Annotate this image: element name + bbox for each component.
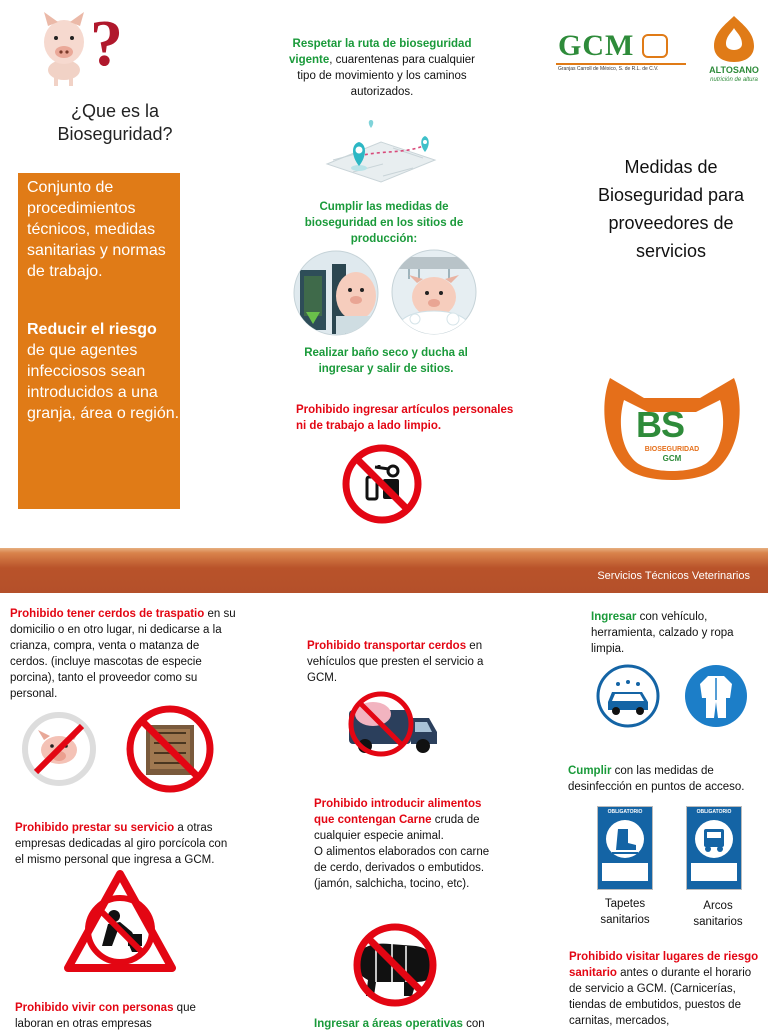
clean-entry-rest: con vehículo, herramienta, calzado y ropa limpia. [591,611,734,655]
altosano-tagline: nutrición de altura [710,77,758,83]
production-sites-rule [296,199,472,247]
other-companies-rule [15,820,235,868]
backyard-pigs-red: Prohibido tener cerdos de traspatio [10,608,205,620]
section-band [0,548,768,593]
pig-transport-red: Prohibido transportar cerdos [307,640,467,652]
bioseguridad-badge [598,372,746,488]
production-sites-green: Cumplir las medidas de bioseguridad en los sitios de producción: [304,201,464,245]
no-pig-van-icon [343,688,441,758]
label-tapetes: Tapetes sanitarios [600,898,650,926]
cohabitation-red: Prohibido vivir con personas [15,1002,174,1014]
pig-transport-rule [307,638,507,686]
truck-arch-icon [687,817,741,861]
brochure-title: Medidas de Bioseguridad para proveedores de servicios [597,157,745,261]
badge-word: BIOSEGURIDAD [644,446,700,453]
footbath-sign-header: OBLIGATORIO [607,809,643,815]
backyard-pigs-rest: en su domicilio o en otro lugar, ni dedicarse a la crianza, compra, venta o matanza de cerdos. (incluye mascotas de especie porcina), tanto el proveedor como su personal. [10,608,236,700]
label-arcos: Arcos sanitarios [693,900,743,928]
gcm-logo-text: GCM [558,29,635,62]
clean-entry-green: Ingresar [591,611,637,623]
no-pigs-icon [20,710,98,788]
risk-places-rest: antes o durante el horario de servicio a GCM. (Carnicerías, tiendas de embutidos, puestos de carnitas, mercados, [569,967,752,1027]
arch-sign-header: OBLIGATORIO [696,809,732,815]
gcm-logo [556,30,690,74]
no-work-warning-icon [62,868,178,976]
meat-food-rule [314,796,494,892]
operative-areas-rest: con [462,1018,485,1030]
definition-box [18,173,180,509]
pig-transport-rest: en vehículos que presten el servicio a GCM. [307,640,484,684]
disinfection-rule [568,763,764,795]
arch-sign [686,806,742,890]
other-companies-rest: a otras empresas dedicadas al giro porcícola con el mismo personal que ingresa a GCM. [15,822,228,866]
route-rule-green: Respetar la ruta de bioseguridad vigente [288,38,472,66]
badge-bs-letters: BS [636,404,685,445]
cohabitation-rule [15,1000,235,1032]
risk-places-red: Prohibido visitar lugares de riesgo sanitario [569,951,759,979]
goal-text [27,319,180,424]
change-clothes-illustration [292,250,380,336]
personal-items-rule [296,402,522,434]
boot-icon [598,817,652,861]
meat-food-extra: O alimentos elaborados con carne de cerdo, derivados o embutidos. (jamón, salchicha, tocino, etc). [314,846,490,890]
clean-vehicle-icon [596,664,660,728]
shower-rule-green: Realizar baño seco y ducha al ingresar y salir de sitios. [304,347,468,375]
footbath-sign [597,806,653,890]
disinfection-green: Cumplir [568,765,612,777]
route-rule [288,36,476,100]
meat-food-rest: cruda de cualquier especie animal. [314,814,480,842]
altosano-logo [702,14,766,90]
other-companies-red: Prohibido prestar su servicio [15,822,175,834]
gcm-pig-icon [642,34,668,58]
goal-rest: de que agentes infecciosos sean introducidos a una granja, área o región. [27,342,180,422]
operative-areas-rule [314,1016,504,1032]
route-rule-rest: , cuarentenas para cualquier tipo de movimiento y los caminos autorizados. [297,54,476,98]
question-mark: ? [90,7,123,80]
no-personal-items-icon [341,443,423,525]
personal-items-red: Prohibido ingresar artículos personales ni de trabajo a lado limpio. [296,404,514,432]
panel-title-what-is: ¿Que es la Bioseguridad? [57,101,173,144]
cohabitation-rest: que laboran en otras empresas [15,1002,196,1030]
definition-text: Conjunto de procedimientos técnicos, medidas sanitarias y normas de trabajo. [27,179,166,280]
backyard-pigs-rule [10,606,236,702]
route-map-icon [323,120,439,184]
badge-gcm: GCM [662,454,682,463]
band-label: Servicios Técnicos Veterinarios [597,570,750,582]
goal-bold: Reducir el riesgo [27,321,157,338]
gcm-logo-subtitle: Granjas Carroll de México, S. de R.L. de C.V. [558,66,659,72]
operative-areas-green: Ingresar a áreas operativas [314,1018,463,1030]
disinfection-rest: con las medidas de desinfección en puntos de acceso. [568,765,745,793]
clean-coveralls-icon [684,664,748,728]
shower-rule [300,345,472,377]
risk-places-rule [569,949,765,1029]
clean-entry-rule [591,609,763,657]
shower-illustration [389,249,479,335]
no-pork-cuts-icon [346,922,444,1008]
meat-food-red: Prohibido introducir alimentos que contengan Carne [314,798,482,826]
altosano-logo-text: ALTOSANO [709,65,759,75]
no-slaughter-icon [124,703,216,795]
